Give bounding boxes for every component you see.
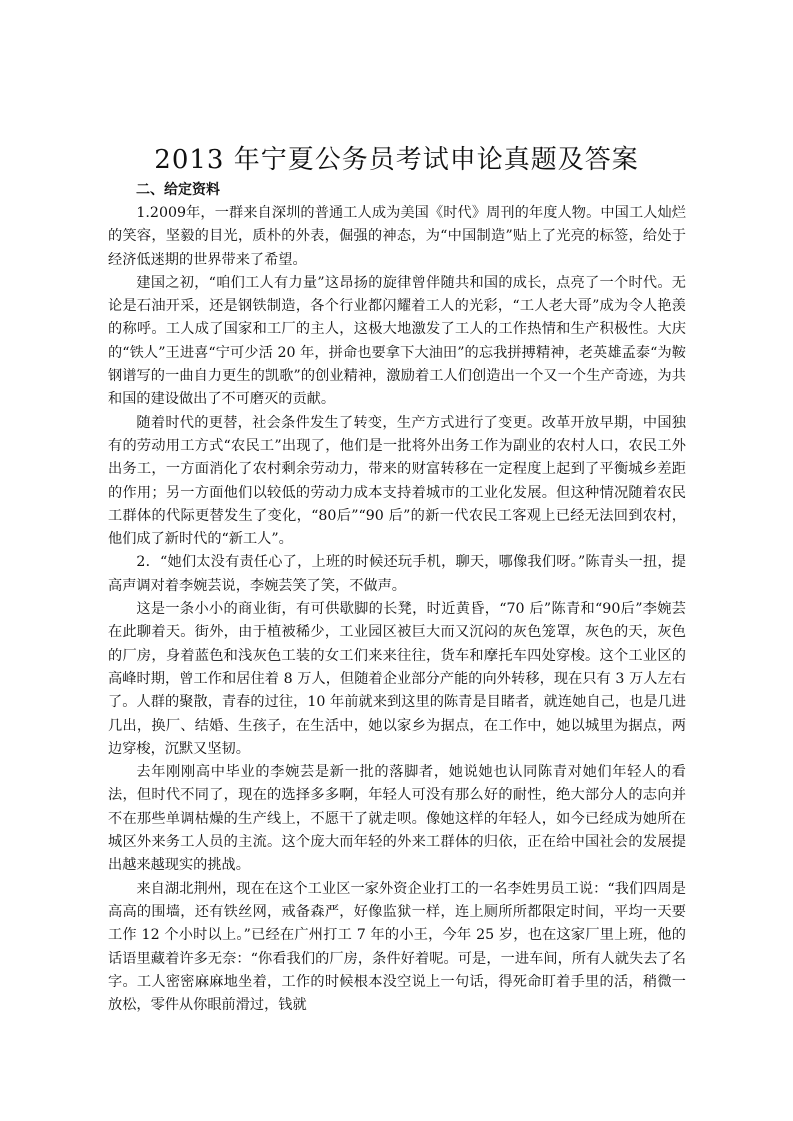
document-body xyxy=(108,202,686,1017)
paragraph: 这是一条小小的商业街，有可供歇脚的长凳，时近黄昏，“70 后”陈青和“90后”李婉芸在此聊着天。街外，由于植被稀少，工业园区被巨大而又沉闷的灰色笼罩，灰色的天，灰色的厂房，身着蓝色和浅灰色工装的女工们来来往往，货车和摩托车四处穿梭。这个工业区的高峰时期，曾工作和居住着 8 万人，但随着企业部分产能的向外转移，现在只有 3 万人左右了。人群的聚散，青春的过往，10 年前就来到这里的陈青是目睹者，就连她自己，也是几进几出，换厂、结婚、生孩子，在生活中，她以家乡为据点，在工作中，她以城里为据点，两边穿梭，沉默又坚韧。 xyxy=(108,601,686,757)
paragraph: 去年刚刚高中毕业的李婉芸是新一批的落脚者，她说她也认同陈青对她们年轻人的看法，但时代不同了，现在的选择多多啊，年轻人可没有那么好的耐性，绝大部分人的志向并不在那些单调枯燥的生产线上，不愿干了就走呗。像她这样的年轻人，如今已经成为她所在城区外来务工人员的主流。这个庞大而年轻的外来工群体的归依，正在给中国社会的发展提出越来越现实的挑战。 xyxy=(108,764,686,874)
paragraph: 来自湖北荆州，现在在这个工业区一家外资企业打工的一名李姓男员工说：“我们四周是高高的围墙，还有铁丝网，戒备森严，好像监狱一样，连上厕所所都限定时间，平均一天要工作 12 个小时以上。”已经在广州打工 7 年的小王，今年 25 岁，也在这家厂里上班，他的话语里藏着许多无奈：“你看我们的厂房，条件好着呢。可是，一进车间，所有人就失去了名字。工人密密麻麻地坐着，工作的时候根本没空说上一句话，得死命盯着手里的活，稍微一放松，零件从你眼前滑过，钱就 xyxy=(108,880,686,1014)
paragraph: 2．“她们太没有责任心了，上班的时候还玩手机，聊天，哪像我们呀。”陈青头一扭，提高声调对着李婉芸说，李婉芸笑了笑，不做声。 xyxy=(108,554,686,594)
document-title: 2013 年宁夏公务员考试申论真题及答案 xyxy=(154,145,639,175)
paragraph: 1.2009年，一群来自深圳的普通工人成为美国《时代》周刊的年度人物。中国工人灿烂的笑容，坚毅的目光，质朴的外表，倔强的神态，为“中国制造”贴上了光亮的标签，给处于经济低迷期的世界带来了希望。 xyxy=(108,205,686,268)
section-heading: 二、给定资料 xyxy=(136,182,220,198)
paragraph: 建国之初，“咱们工人有力量”这昂扬的旋律曾伴随共和国的成长，点亮了一个时代。无论是石油开采，还是钢铁制造，各个行业都闪耀着工人的光彩，“工人老大哥”成为令人艳羡的称呼。工人成了国家和工厂的主人，这极大地激发了工人的工作热情和生产积极性。大庆的“铁人”王进喜“宁可少活 20 年，拼命也要拿下大油田”的忘我拼搏精神，老英雄孟泰“为鞍钢谱写的一曲自力更生的凯歌”的创业精神，激励着工人们创造出一个又一个生产奇迹，为共和国的建设做出了不可磨灭的贡献。 xyxy=(108,274,686,408)
paragraph: 随着时代的更替，社会条件发生了转变，生产方式进行了变更。改革开放早期，中国独有的劳动用工方式“农民工”出现了，他们是一批将外出务工作为副业的农村人口，农民工外出务工，一方面消化了农村剩余劳动力，带来的财富转移在一定程度上起到了平衡城乡差距的作用；另一方面他们以较低的劳动力成本支持着城市的工业化发展。但这种情况随着农民工群体的代际更替发生了变化，“80后”“90 后”的新一代农民工客观上已经无法回到农村，他们成了新时代的“新工人”。 xyxy=(108,414,686,548)
